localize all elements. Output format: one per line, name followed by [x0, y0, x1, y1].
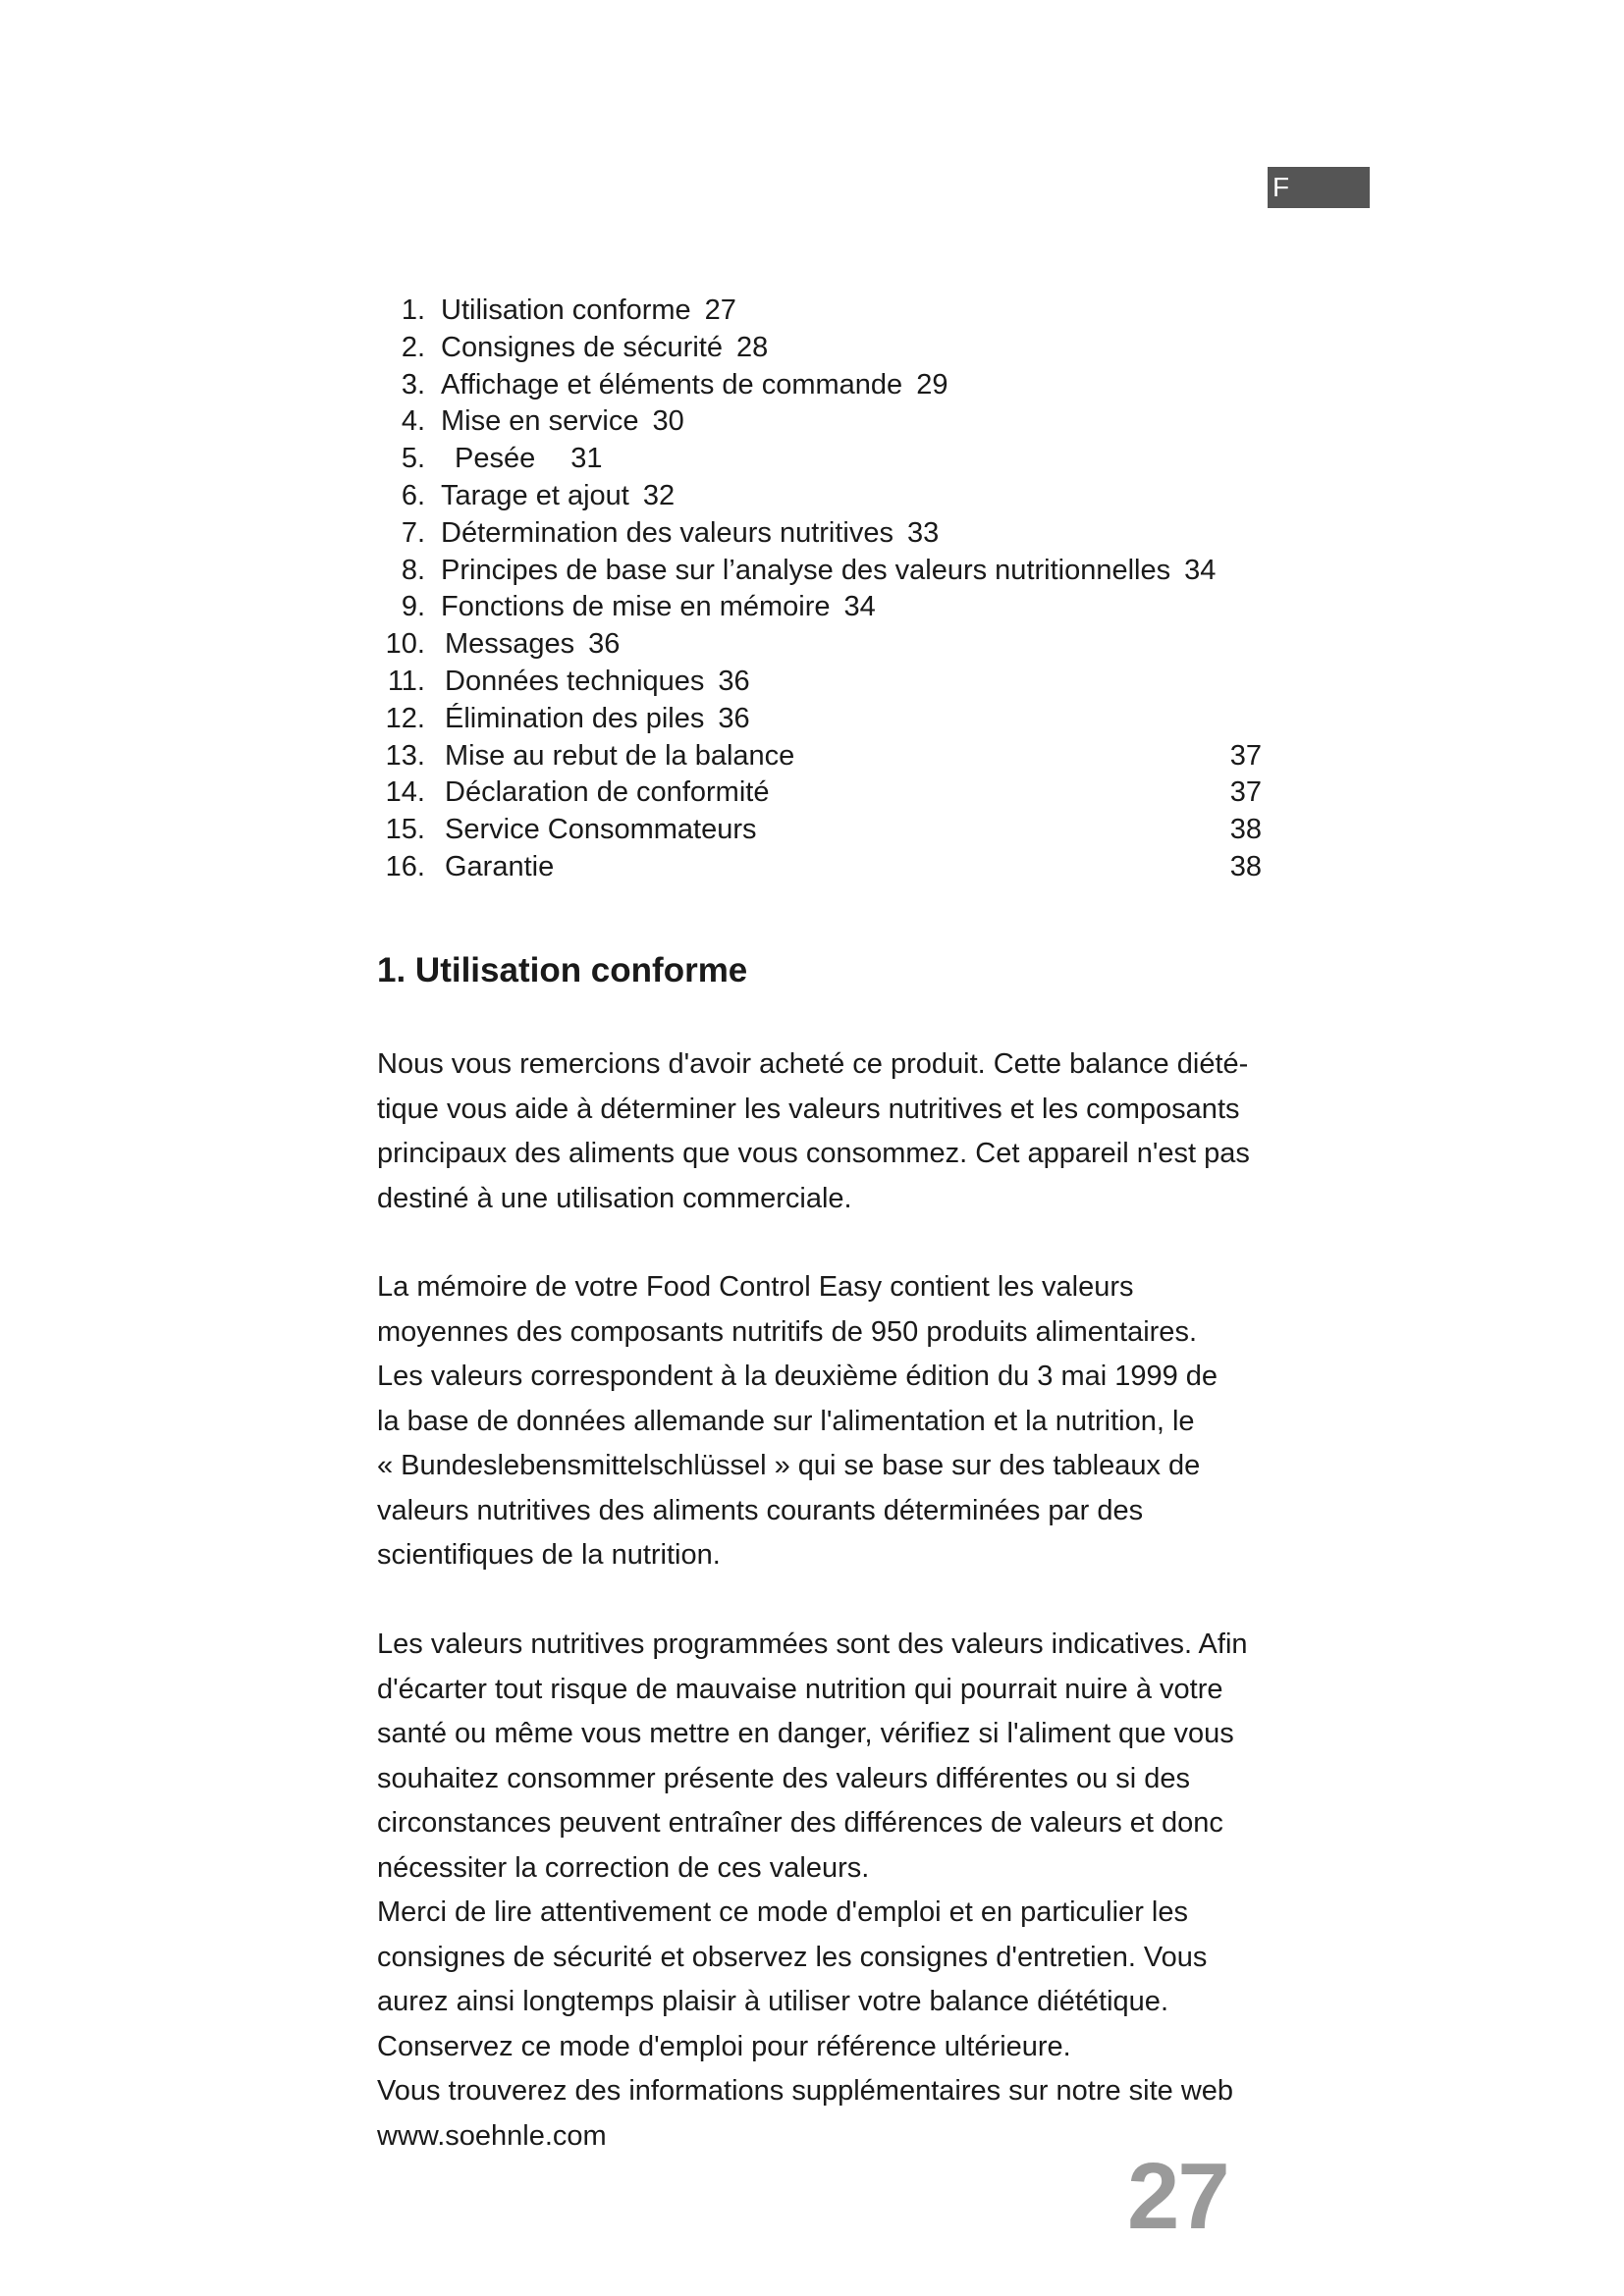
toc-item-title: Mise au rebut de la balance: [445, 739, 795, 772]
toc-item-number: 9.: [401, 591, 425, 623]
toc-item-title: Détermination des valeurs nutritives: [441, 516, 893, 549]
toc-item-number: 6.: [401, 479, 425, 511]
toc-item: [378, 553, 1262, 590]
toc-item-number: 2.: [401, 331, 425, 363]
paragraph-line: d'écarter tout risque de mauvaise nutrition qui pourrait nuire à votre: [377, 1673, 1223, 1705]
paragraph-line: Merci de lire attentivement ce mode d'emploi et en particulier les: [377, 1896, 1188, 1928]
toc-item-page: 36: [718, 665, 750, 697]
toc-item-page: 37: [1229, 739, 1262, 772]
paragraph-line: tique vous aide à déterminer les valeurs nutritives et les composants: [377, 1093, 1240, 1125]
toc-item: [378, 330, 1262, 367]
toc-item-page: 36: [588, 628, 621, 661]
paragraph-line: circonstances peuvent entraîner des différences de valeurs et donc: [377, 1807, 1223, 1839]
toc-item: [378, 441, 1262, 478]
toc-item-page: 34: [843, 591, 876, 623]
paragraph-line: principaux des aliments que vous consommez. Cet appareil n'est pas: [377, 1138, 1250, 1169]
toc-item-page: 27: [704, 294, 736, 326]
toc-item: [378, 664, 1262, 701]
toc-item-title: Données techniques: [445, 665, 705, 697]
toc-item-page: 34: [1184, 554, 1217, 586]
toc-item-title: Mise en service: [441, 405, 639, 438]
toc-item-title: Principes de base sur l’analyse des valeurs nutritionnelles: [441, 554, 1171, 586]
paragraph-line: souhaitez consommer présente des valeurs différentes ou si des: [377, 1762, 1191, 1794]
toc-item-number: 1.: [401, 294, 425, 326]
toc-item-title: Garantie: [445, 850, 555, 882]
toc-item-title: Consignes de sécurité: [441, 331, 723, 363]
toc-item-page: 36: [718, 702, 750, 734]
section-heading: 1. Utilisation conforme: [377, 951, 748, 989]
toc-item-number: 15.: [385, 814, 425, 846]
toc-item-page: 38: [1229, 850, 1262, 882]
toc-item-title: Messages: [445, 628, 575, 661]
paragraph-line: moyennes des composants nutritifs de 950 produits alimentaires.: [377, 1315, 1197, 1348]
toc-item: [378, 589, 1262, 626]
toc-item-page: 37: [1229, 776, 1262, 809]
toc-item-title: Pesée: [455, 443, 536, 475]
toc-item-page: 32: [642, 479, 676, 511]
toc-item-number: 10.: [385, 628, 425, 661]
toc-item-title: Affichage et éléments de commande: [441, 368, 903, 400]
paragraph-line: santé ou même vous mettre en danger, vérifiez si l'aliment que vous: [377, 1718, 1234, 1749]
page-number: 27: [1127, 2144, 1228, 2249]
toc-item-number: 3.: [401, 368, 425, 400]
paragraph-line: Les valeurs correspondent à la deuxième édition du 3 mai 1999 de: [377, 1361, 1218, 1392]
toc-item: [378, 849, 1262, 886]
paragraph-line: scientifiques de la nutrition.: [377, 1539, 721, 1571]
paragraph-line: www.soehnle.com: [377, 2119, 607, 2152]
toc-item: [378, 478, 1262, 515]
table-of-contents: [378, 293, 1262, 886]
toc-item-number: 4.: [401, 405, 425, 438]
paragraph-line: la base de données allemande sur l'alimentation et la nutrition, le: [377, 1405, 1195, 1437]
paragraph-line: Conservez ce mode d'emploi pour référence ultérieure.: [377, 2030, 1071, 2062]
toc-item-number: 12.: [385, 702, 425, 734]
toc-item-number: 8.: [401, 554, 425, 586]
toc-item: [378, 367, 1262, 404]
paragraph-line: « Bundeslebensmittelschlüssel » qui se base sur des tableaux de: [377, 1450, 1201, 1481]
toc-item-page: 29: [916, 368, 948, 400]
toc-item-number: 11.: [387, 665, 425, 697]
paragraph-line: valeurs nutritives des aliments courants déterminées par des: [377, 1494, 1144, 1526]
toc-item: [378, 515, 1262, 553]
language-tab: F: [1268, 167, 1370, 208]
toc-item-title: Tarage et ajout: [441, 479, 629, 511]
toc-item-number: 5.: [401, 443, 425, 475]
toc-item-number: 16.: [385, 850, 425, 882]
toc-item: [378, 403, 1262, 441]
nutrition-warning-paragraph: [377, 1623, 1280, 2159]
intro-paragraph: [377, 1042, 1280, 1221]
paragraph-line: aurez ainsi longtemps plaisir à utiliser votre balance diététique.: [377, 1986, 1168, 2017]
paragraph-line: nécessiter la correction de ces valeurs.: [377, 1851, 870, 1884]
memory-paragraph: [377, 1265, 1280, 1578]
paragraph-line: consignes de sécurité et observez les consignes d'entretien. Vous: [377, 1941, 1208, 1973]
paragraph-line: destiné à une utilisation commerciale.: [377, 1182, 852, 1214]
toc-item-page: 33: [906, 516, 940, 549]
toc-item-title: Utilisation conforme: [441, 294, 691, 326]
toc-item-page: 31: [570, 443, 603, 475]
toc-item: [378, 626, 1262, 664]
toc-item-title: Fonctions de mise en mémoire: [441, 591, 831, 623]
toc-item: [378, 701, 1262, 738]
toc-item-title: Élimination des piles: [445, 702, 705, 734]
toc-item: [378, 812, 1262, 849]
toc-item-title: Déclaration de conformité: [445, 776, 770, 809]
toc-item: [378, 738, 1262, 775]
toc-item-page: 38: [1229, 814, 1262, 846]
toc-item-page: 30: [652, 405, 684, 438]
paragraph-line: Vous trouverez des informations supplémentaires sur notre site web: [377, 2075, 1234, 2107]
toc-item-number: 14.: [385, 776, 425, 809]
paragraph-line: La mémoire de votre Food Control Easy contient les valeurs: [377, 1271, 1134, 1303]
toc-item: [378, 293, 1262, 330]
toc-item-number: 7.: [401, 516, 425, 549]
toc-item-page: 28: [735, 331, 769, 363]
paragraph-line: Nous vous remercions d'avoir acheté ce produit. Cette balance diété-: [377, 1048, 1249, 1080]
paragraph-line: Les valeurs nutritives programmées sont des valeurs indicatives. Afin: [377, 1629, 1248, 1660]
toc-item-number: 13.: [385, 739, 425, 772]
toc-item: [378, 774, 1262, 812]
toc-item-title: Service Consommateurs: [445, 814, 757, 846]
